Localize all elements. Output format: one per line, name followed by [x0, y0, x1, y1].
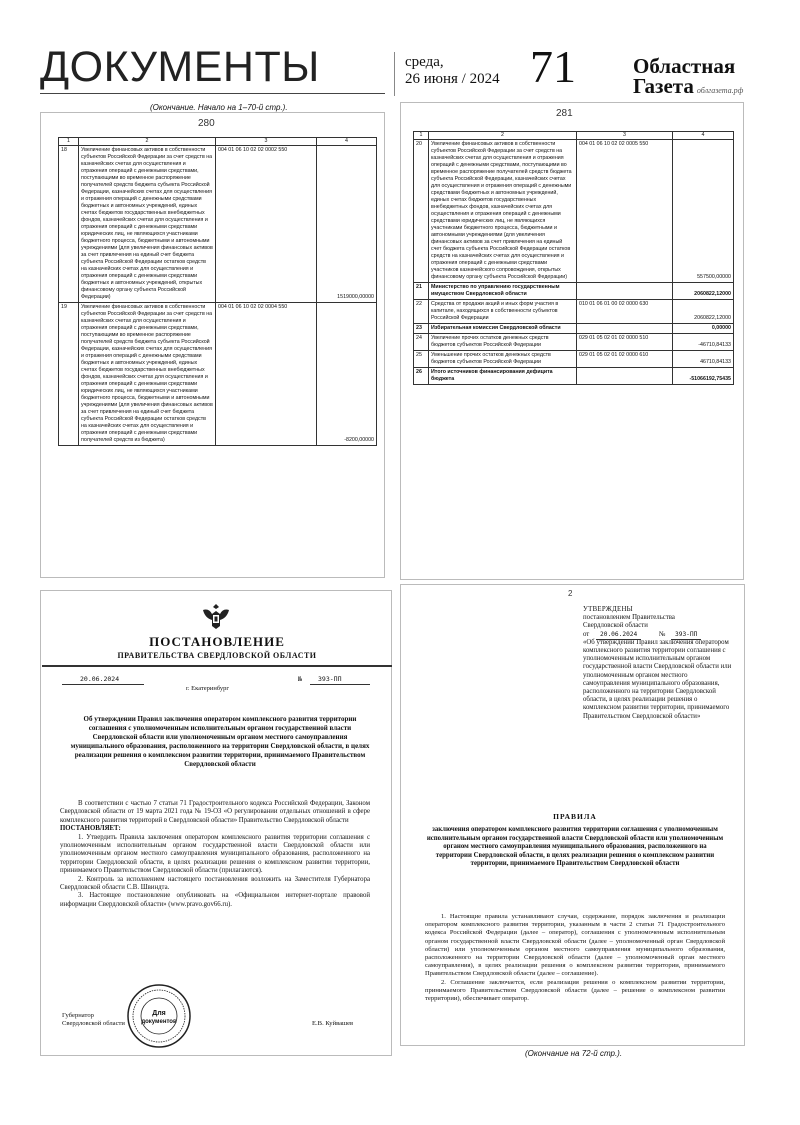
official-stamp [126, 983, 192, 1049]
row-number: 23 [414, 324, 429, 334]
site-url: облгазета.рф [696, 86, 744, 95]
decree-point-1: 1. Утвердить Правила заключения оператором комплексного развития территории соглашения с уполномоченным исполнительным органом государственной власти Свердловской области или уполномоченным органом местного самоуправления муниципального образования, расположенного на территории Свердловской области, в целях реализации решения о комплексном развитии территории, принимаемого Правительством Свердловской области (прилагаются). [60, 833, 370, 875]
approval-title: УТВЕРЖДЕНЫ [583, 606, 633, 613]
pravila-page-number: 2 [568, 589, 573, 598]
table-header-row [414, 132, 734, 140]
rules-point-2: 2. Соглашение заключается, если реализация решения о комплексном развитии территории, принимаемого Правительством Свердловской области (далее – решение о комплексном развитии территории), обеспечивает оператор. [425, 978, 725, 1003]
brand-line-1: Областная [633, 54, 736, 78]
issue-weekday: среда, [405, 54, 444, 70]
signatory-role-1: Губернатор [62, 1012, 94, 1019]
issue-day: 26 июня [405, 71, 458, 87]
decree-heading: Об утверждении Правил заключения оператором комплексного развития территории соглашения с уполномоченным исполнительным органом государственной власти Свердловской области или уполномоченным органом местного самоуправления муниципального образования, расположенного на территории Свердловской области, в целях реализации решения о комплексном развитии территории, принимаемого Правительством Свердловской области [70, 715, 370, 768]
approval-description: «Об утверждении Правил заключения оператором комплексного развития территории соглашения с уполномоченным исполнительным органом государственной власти Свердловской области или уполномоченным органом местного самоуправления муниципального образования, расположенного на территории Свердловской области, в целях реализации решения о комплексном развитии территории, принимаемого Правительством Свердловской области» [583, 638, 732, 720]
continued-note: (Окончание на 72-й стр.). [525, 1049, 623, 1058]
decree-point-3: 3. Настоящее постановление опубликовать на «Официальном интернет-портале правовой информации Свердловской области» (www.pravo.gov66.ru). [60, 892, 370, 908]
decree-point-2: 2. Контроль за исполнением настоящего постановления возложить на Заместителя Губернатора Свердловской области С.В. Швиндта. [60, 875, 370, 892]
coat-of-arms-icon [199, 602, 233, 632]
approval-number: 393-ПП [671, 631, 701, 640]
row-number: 26 [414, 368, 429, 385]
row-description: Избирательная комиссия Свердловской области [429, 324, 577, 334]
rules-title: ПРАВИЛА [553, 812, 597, 821]
table-row [414, 368, 734, 385]
row-amount: 0,00000 [673, 324, 734, 334]
row-description: Увеличение финансовых активов в собственности субъектов Российской Федерации за счет средств на казначейских счетах для осуществления и отражения операций с денежными средствами, поступающими во временное распоряжение получателей средств бюджета субъекта Российской Федерации, казначейских счетах для осуществления и отражения операций с денежными средствами бюджетных и автономных учреждений, единых счетах бюджетов государственных внебюджетных фондов, казначейских счетах для осуществления и отражения операций с денежными средствами юридических лиц, не являющихся участниками бюджетного процесса, бюджетными и автономными учреждениями (для увеличения финансовых активов за счет привлечения на единый счет бюджета субъекта Российской Федерации остатков средств на казначейских счетах для осуществления и отражения операций с денежными средствами получателей средств из бюджета) [79, 303, 216, 446]
approval-date-row [583, 631, 733, 639]
right-page-number: 281 [556, 108, 573, 119]
row-number: 20 [414, 140, 429, 283]
rules-body [425, 913, 725, 1003]
signatory-name: Е.В. Куйвашев [312, 1020, 354, 1027]
approval-number-label: № [659, 630, 666, 638]
section-title: ДОКУМЕНТЫ [40, 43, 320, 91]
row-amount: -46710,84133 [673, 334, 734, 351]
col-header: 3 [577, 132, 673, 140]
rules-point-1: 1. Настоящие правила устанавливают случаи, содержание, порядок заключения и реализации оператором комплексного развития территории, указанным в части 2 статьи 71 Градостроительного кодекса Российской Федерации (далее – оператор), соглашения с уполномоченным исполнительным органом государственной власти Свердловской области (далее – уполномоченный орган Свердловской области) или уполномоченным органом местного самоуправления муниципального образования, расположенного на территории Свердловской области (далее – уполномоченный орган местного самоуправления), в целях реализации решения о комплексном развитии территории, принимаемого Правительством Свердловской области (далее – соглашение). [425, 913, 725, 978]
row-code: 004 01 06 10 02 02 0002 550 [216, 146, 317, 303]
row-amount: -51066192,75435 [673, 368, 734, 385]
issue-date: среда, 26 июня / 2024 [405, 54, 500, 87]
page-number: 71 [530, 41, 576, 92]
row-code: 004 01 06 10 02 02 0004 550 [216, 303, 317, 446]
table-row [59, 303, 377, 446]
row-code: 004 01 06 10 02 02 0005 550 [577, 140, 673, 283]
row-code [577, 324, 673, 334]
row-number: 22 [414, 300, 429, 324]
table-row [414, 283, 734, 300]
row-code: 010 01 06 01 00 02 0000 630 [577, 300, 673, 324]
col-header: 2 [429, 132, 577, 140]
continuation-note: (Окончание. Начало на 1–70-й стр.). [150, 103, 288, 112]
left-page-number: 280 [198, 118, 215, 129]
table-row [414, 140, 734, 283]
signatory-role [62, 1012, 125, 1028]
title-rule [42, 665, 392, 667]
table-row [414, 351, 734, 368]
newspaper-logo [633, 56, 743, 101]
col-header: 4 [317, 138, 377, 146]
decree-number: 393-ПП [318, 675, 342, 683]
row-description: Увеличение финансовых активов в собственности субъектов Российской Федерации за счет средств на казначейских счетах для осуществления и отражения операций с денежными средствами, поступающими во временное распоряжение получателей средств бюджета субъекта Российской Федерации, казначейских счетах для осуществления и отражения операций с денежными средствами бюджетных и автономных учреждений, единых счетах бюджетов государственных внебюджетных фондов, казначейских счетах для осуществления и отражения операций с денежными средствами юридических лиц, не являющихся участниками бюджетного процесса, бюджетными и автономными учреждениями (для увеличения финансовых активов за счет привлечения на единый счет бюджета субъекта Российской Федерации остатков средств на казначейских счетах для осуществления и отражения операций с денежными средствами бюджетных и автономных учреждений, открытых финансовому органу субъекта Российской Федерации) [79, 146, 216, 303]
row-description: Увеличение финансовых активов в собственности субъектов Российской Федерации за счет средств на казначейских счетах для осуществления и отражения операций с денежными средствами, поступающими во временное распоряжение получателей средств бюджета субъекта Российской Федерации, казначейских счетах для осуществления и отражения операций с денежными средствами бюджетных и автономных учреждений, единых счетах бюджетов государственных внебюджетных фондов, казначейских счетах для осуществления и отражения операций с денежными средствами юридических лиц, не являющихся участниками бюджетного процесса, бюджетными и автономными учреждениями (для увеличения финансовых активов за счет привлечения на единый счет бюджета субъекта Российской Федерации остатков средств на казначейских счетах для осуществления и отражения операций с денежными средствами участников казначейского сопровождения, открытых финансовому органу субъекта Российской Федерации) [429, 140, 577, 283]
col-header: 4 [673, 132, 734, 140]
row-description: Увеличение прочих остатков денежных средств бюджетов субъектов Российской Федерации [429, 334, 577, 351]
decree-preamble: В соответствии с частью 7 статьи 71 Градостроительного кодекса Российской Федерации, Законом Свердловской области от 19 марта 2021 года № 19-ОЗ «О регулировании отдельных отношений в сфере комплексного развития территорий в Свердловской области» Правительство Свердловской области [60, 800, 370, 824]
row-code [577, 368, 673, 385]
approval-block [583, 606, 733, 721]
row-code: 029 01 05 02 01 02 0000 510 [577, 334, 673, 351]
row-amount: 557500,00000 [673, 140, 734, 283]
approval-line-1: постановлением Правительства [583, 614, 675, 622]
row-number: 21 [414, 283, 429, 300]
row-number: 25 [414, 351, 429, 368]
approval-from: от [583, 630, 590, 638]
col-header: 2 [79, 138, 216, 146]
issue-year: 2024 [469, 71, 500, 87]
col-header: 3 [216, 138, 317, 146]
brand-line-2: Газета [633, 74, 694, 98]
col-header: 1 [59, 138, 79, 146]
row-amount: -8200,00000 [317, 303, 377, 446]
row-code [577, 283, 673, 300]
row-number: 18 [59, 146, 79, 303]
row-amount: 2060822,12000 [673, 283, 734, 300]
row-description: Министерство по управлению государственным имуществом Свердловской области [429, 283, 577, 300]
row-description: Итого источников финансирования дефицита бюджета [429, 368, 577, 385]
row-amount: 46710,84133 [673, 351, 734, 368]
table-row [414, 324, 734, 334]
stamp-line-2: документов [141, 1019, 177, 1025]
header-divider [394, 52, 395, 96]
row-number: 24 [414, 334, 429, 351]
row-code: 029 01 05 02 01 02 0000 610 [577, 351, 673, 368]
row-description: Средства от продажи акций и иных форм участия в капитале, находящихся в собственности субъектов Российской Федерации [429, 300, 577, 324]
rules-heading: заключения оператором комплексного развития территории соглашения с уполномоченным исполнительным органом государственной власти Свердловской области или уполномоченным органом местного самоуправления муниципального образования, расположенного на территории Свердловской области, в целях реализации решения о комплексном развитии территории, принимаемого Правительством Свердловской области [426, 826, 724, 868]
decree-body [60, 800, 370, 909]
table-header-row [59, 138, 377, 146]
decree-date-underline [62, 684, 144, 685]
row-amount: 2060822,12000 [673, 300, 734, 324]
row-amount: 1519000,00000 [317, 146, 377, 303]
postanovlenie-title: ПОСТАНОВЛЕНИЕ [149, 634, 285, 649]
decree-resolves: ПОСТАНОВЛЯЕТ: [60, 825, 121, 833]
col-header: 1 [414, 132, 429, 140]
postanovlenie-subtitle: ПРАВИТЕЛЬСТВА СВЕРДЛОВСКОЙ ОБЛАСТИ [117, 651, 317, 660]
decree-city: г. Екатеринбург [186, 685, 230, 692]
stamp-line-1: Для [152, 1010, 166, 1017]
approval-line-2: Свердловской области [583, 622, 648, 630]
decree-number-label: № [298, 675, 302, 683]
decree-date: 20.06.2024 [80, 675, 120, 683]
approval-date: 20.06.2024 [596, 631, 641, 640]
row-description: Уменьшение прочих остатков денежных средств бюджетов субъектов Российской Федерации [429, 351, 577, 368]
left-finance-table [58, 137, 377, 446]
signatory-role-2: Свердловской области [62, 1020, 125, 1027]
decree-number-underline [310, 684, 370, 685]
row-number: 19 [59, 303, 79, 446]
table-row [414, 300, 734, 324]
right-finance-table [413, 131, 734, 385]
table-row [414, 334, 734, 351]
table-row [59, 146, 377, 303]
section-underline [40, 93, 385, 94]
